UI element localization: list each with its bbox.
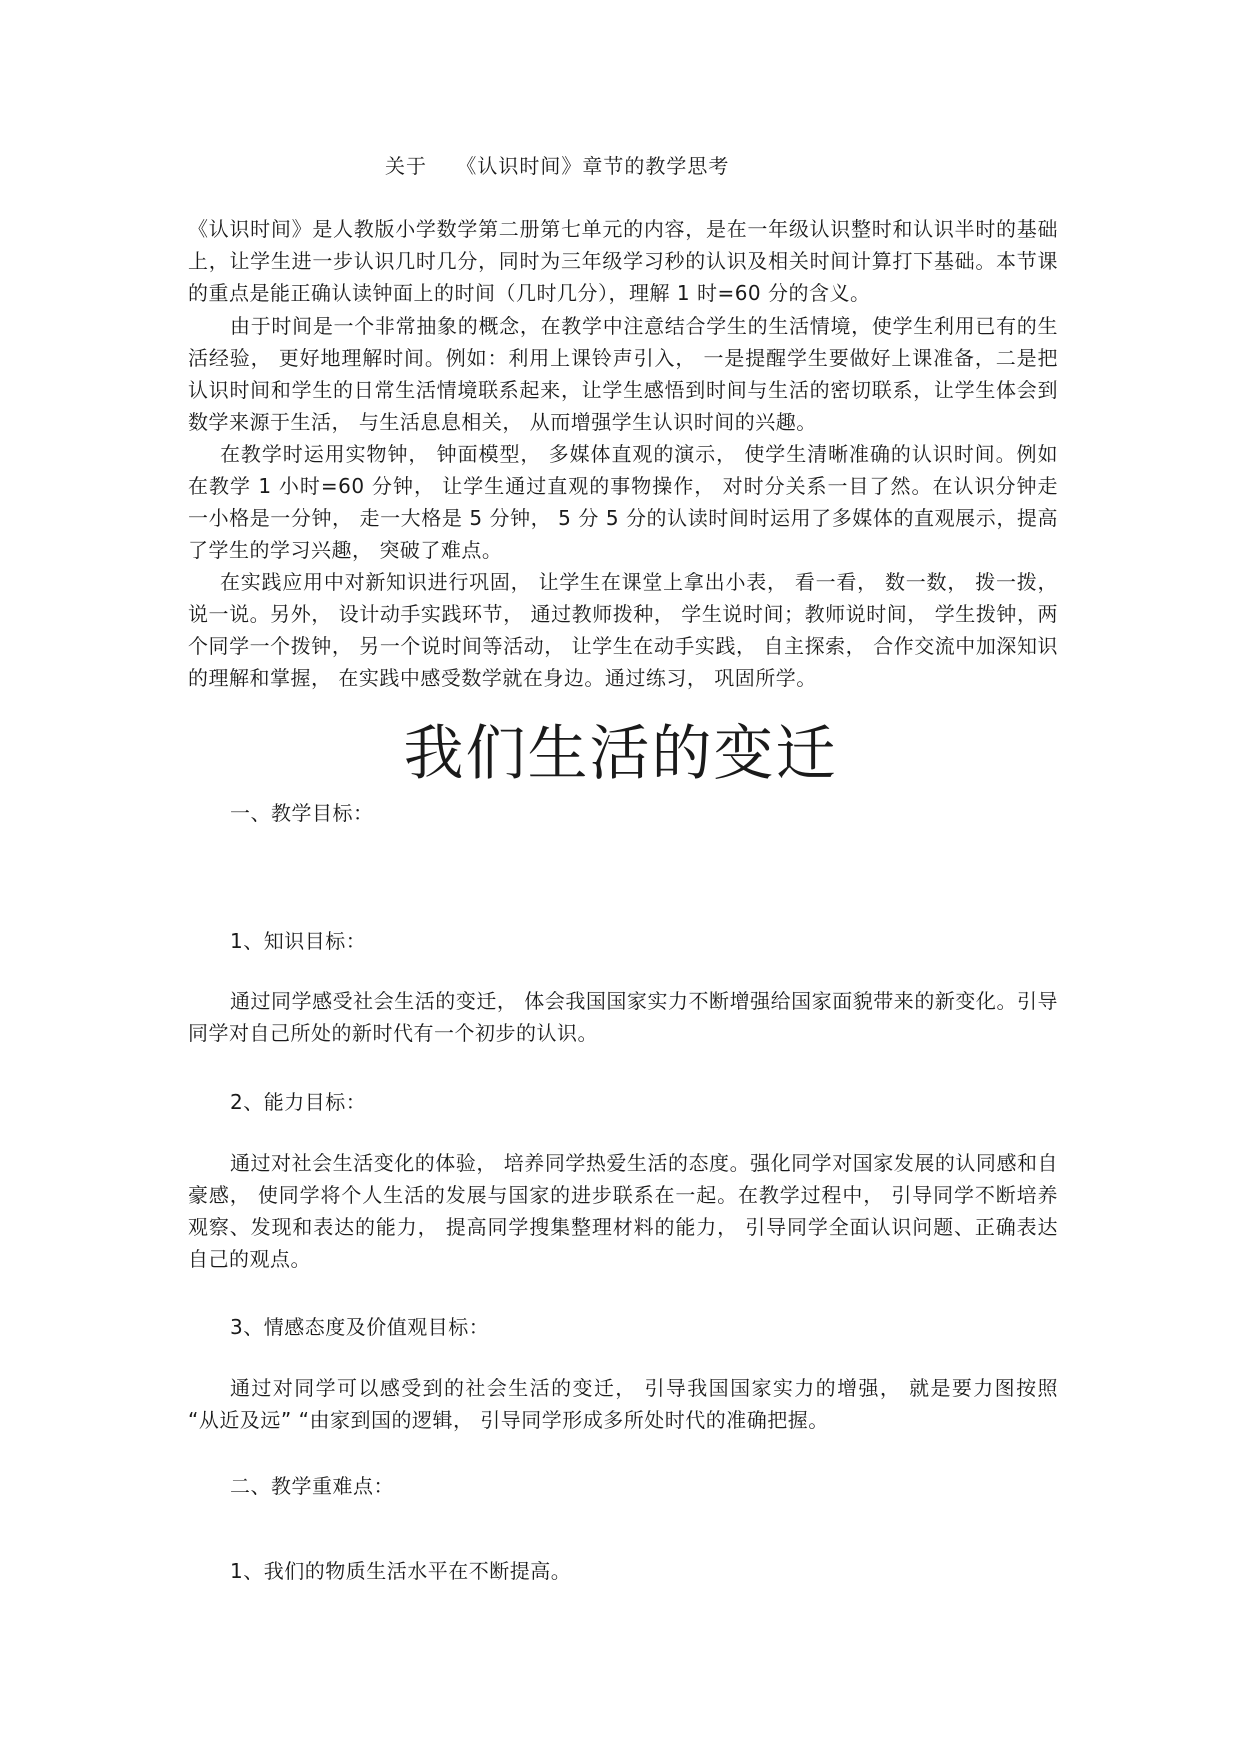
paragraph-abstract-concept: 由于时间是一个非常抽象的概念，在教学中注意结合学生的生活情境，使学生利用已有的生活经验， 更好地理解时间。例如：利用上课铃声引入， 一是提醒学生要做好上课准备，二是把认识时间和学生的日常生活情境联系起来，让学生感悟到时间与生活的密切联系，让学生体会到数学来源于生活， 与生活息息相关， 从而增强学生认识时间的兴趣。 (188, 314, 1058, 434)
paragraph-teaching-tools: 在教学时运用实物钟， 钟面模型， 多媒体直观的演示， 使学生清晰准确的认识时间。例如在教学 1 小时=60 分钟， 让学生通过直观的事物操作， 对时分关系一目了然。在认识分钟走一小格是一分钟， 走一大格是 5 分钟， 5 分 5 分的认读时间时运用了多媒体的直观展示，提高了学生的学习兴趣， 突破了难点。 (188, 442, 1058, 562)
goal-text-ability: 通过对社会生活变化的体验， 培养同学热爱生活的态度。强化同学对国家发展的认同感和自豪感， 使同学将个人生活的发展与国家的进步联系在一起。在教学过程中， 引导同学不断培养观察、发现和表达的能力， 提高同学搜集整理材料的能力， 引导同学全面认识问题、正确表达自己的观点。 (188, 1151, 1058, 1271)
section-heading-key-points: 二、教学重难点： (230, 1474, 394, 1498)
article-title: 关于 《认识时间》章节的教学思考 (385, 154, 730, 178)
paragraph-intro: 《认识时间》是人教版小学数学第二册第七单元的内容，是在一年级认识整时和认识半时的基础上，让学生进一步认识几时几分，同时为三年级学习秒的认识及相关时间计算打下基础。本节课的重点是能正确认读钟面上的时间（几时几分），理解 1 时=60 分的含义。 (188, 217, 1058, 305)
section-heading-goals: 一、教学目标： (230, 801, 374, 825)
goal-heading-values: 3、情感态度及价值观目标： (230, 1315, 490, 1339)
goal-text-knowledge: 通过同学感受社会生活的变迁， 体会我国国家实力不断增强给国家面貌带来的新变化。引导同学对自己所处的新时代有一个初步的认识。 (188, 989, 1058, 1045)
paragraph-practice: 在实践应用中对新知识进行巩固， 让学生在课堂上拿出小表， 看一看， 数一数， 拨一拨，说一说。另外， 设计动手实践环节， 通过教师拨种， 学生说时间；教师说时间， 学生拨钟，两个同学一个拨钟， 另一个说时间等活动， 让学生在动手实践， 自主探索， 合作交流中加深知识的理解和掌握， 在实践中感受数学就在身边。通过练习， 巩固所学。 (188, 570, 1058, 690)
key-point-item: 1、我们的物质生活水平在不断提高。 (230, 1559, 572, 1583)
goal-text-values: 通过对同学可以感受到的社会生活的变迁， 引导我国国家实力的增强， 就是要力图按照 “从近及远” “由家到国的逻辑， 引导同学形成多所处时代的准确把握。 (188, 1376, 1058, 1432)
lesson-title: 我们生活的变迁 (403, 719, 838, 789)
goal-heading-knowledge: 1、知识目标： (230, 929, 367, 953)
goal-heading-ability: 2、能力目标： (230, 1090, 367, 1114)
